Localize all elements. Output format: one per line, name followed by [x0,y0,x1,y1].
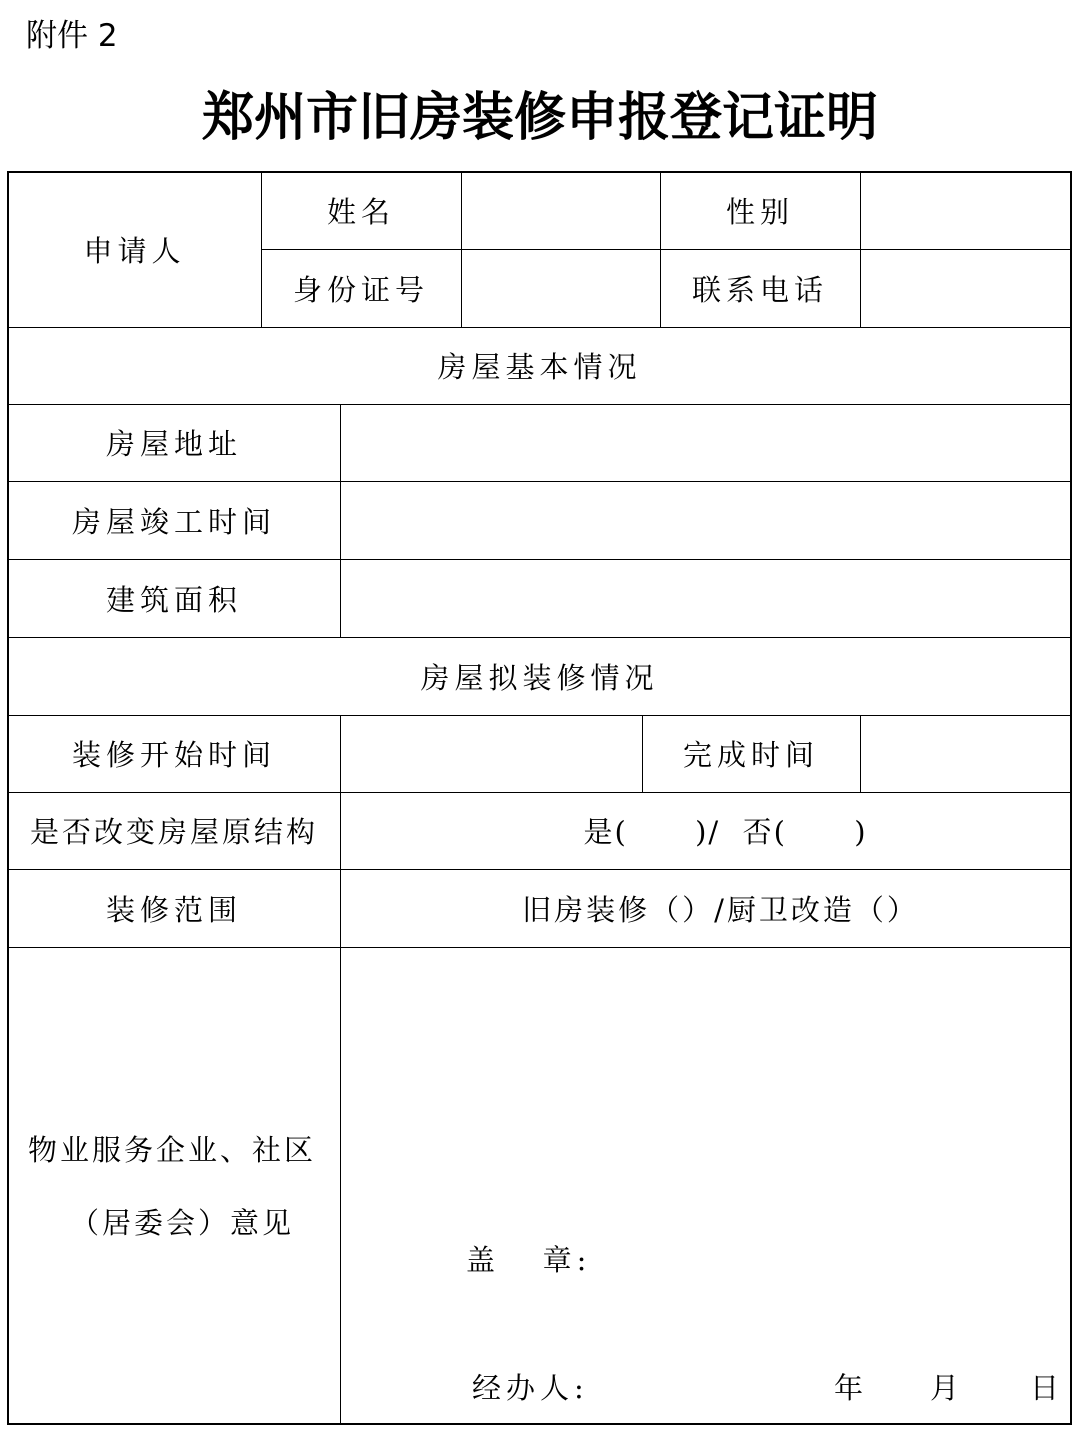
start-date-label: 装修开始时间 [71,738,276,772]
date-year-label: 年 [834,1371,869,1405]
structure-change-label: 是否改变房屋原结构 [29,815,318,849]
id-number-field[interactable] [462,251,659,326]
name-field[interactable] [462,173,659,248]
attachment-label: 附件 2 [26,18,118,54]
renovation-scope-label: 装修范围 [105,892,242,927]
gender-field[interactable] [862,173,1070,248]
floor-area-label: 建筑面积 [105,582,242,617]
date-day-label: 日 [1030,1371,1065,1405]
finish-date-label: 完成时间 [682,738,819,772]
start-date-field[interactable] [342,717,641,791]
document-title: 郑州市旧房装修申报登记证明 [201,88,878,148]
phone-label: 联系电话 [691,272,828,307]
house-address-field[interactable] [342,406,1070,480]
column-divider [340,404,341,637]
handler-label: 经办人: [472,1371,589,1405]
floor-area-field[interactable] [342,561,1070,636]
house-address-label: 房屋地址 [105,427,242,461]
phone-field[interactable] [862,251,1070,326]
seal-label: 盖 章: [466,1243,592,1277]
renovation-section-title: 房屋拟装修情况 [420,660,659,695]
date-month-label: 月 [930,1371,965,1405]
opinion-label-line2: （居委会）意见 [70,1206,295,1240]
row-divider [8,947,1071,948]
column-divider [860,172,861,327]
gender-label: 性别 [725,195,794,229]
completion-date-label: 房屋竣工时间 [71,504,276,539]
finish-date-field[interactable] [862,717,1070,791]
applicant-label: 申请人 [83,234,186,268]
opinion-field[interactable] [342,949,1070,1219]
house-basic-section-title: 房屋基本情况 [437,350,642,384]
structure-change-options[interactable]: 是( )/ 否( ) [583,815,868,849]
renovation-scope-options[interactable]: 旧房装修（）/厨卫改造（） [522,892,919,927]
name-label: 姓名 [326,195,395,229]
opinion-label-line1: 物业服务企业、社区 [28,1133,317,1167]
id-number-label: 身份证号 [292,272,429,307]
column-divider [860,715,861,792]
completion-date-field[interactable] [342,483,1070,558]
